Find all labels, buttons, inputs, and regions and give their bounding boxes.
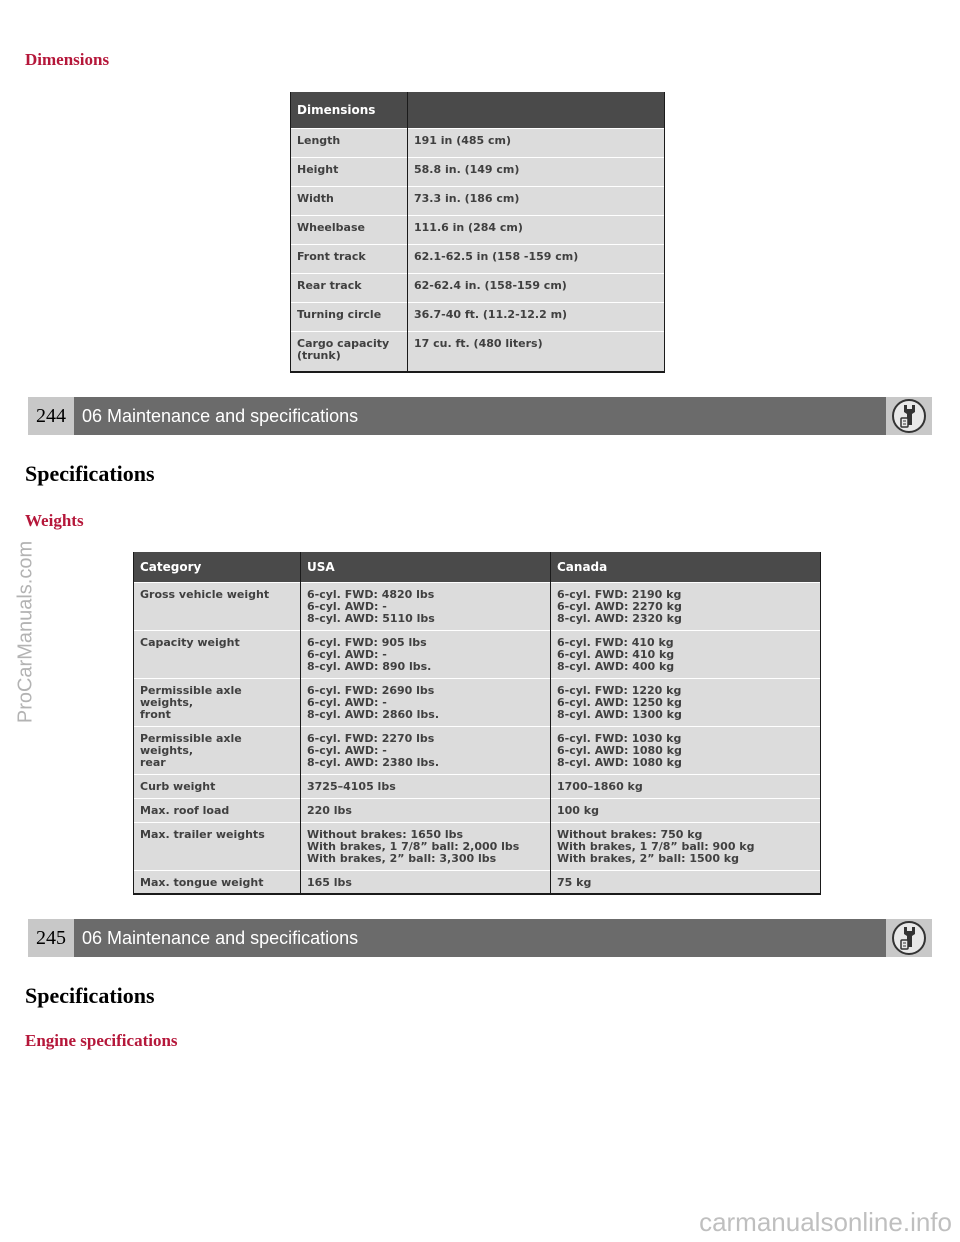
table-row	[291, 244, 665, 273]
weight-category: Curb weight	[134, 774, 301, 798]
weight-usa: 3725–4105 lbs	[301, 774, 551, 798]
weight-canada: 75 kg	[551, 870, 821, 894]
dimension-value: 58.8 in. (149 cm)	[408, 157, 665, 186]
dimension-value: 62-62.4 in. (158-159 cm)	[408, 273, 665, 302]
dimension-value: 191 in (485 cm)	[408, 128, 665, 157]
table-row	[291, 331, 665, 372]
weight-canada: 6-cyl. FWD: 410 kg 6-cyl. AWD: 410 kg 8-cyl. AWD: 400 kg	[551, 630, 821, 678]
watermark-bottom: carmanualsonline.info	[699, 1207, 952, 1237]
table-row	[134, 822, 821, 870]
dimension-value: 111.6 in (284 cm)	[408, 215, 665, 244]
wrench-icon	[886, 397, 932, 435]
weight-usa: 6-cyl. FWD: 2690 lbs 6-cyl. AWD: - 8-cyl. AWD: 2860 lbs.	[301, 678, 551, 726]
chapter-title: 06 Maintenance and specifications	[82, 928, 359, 948]
weight-canada: Without brakes: 750 kg With brakes, 1 7/8” ball: 900 kg With brakes, 2” ball: 1500 kg	[551, 822, 821, 870]
page-header-bar-245	[28, 919, 932, 957]
table-row	[291, 186, 665, 215]
table-row	[134, 774, 821, 798]
dimension-label: Width	[291, 186, 408, 215]
dimension-label: Rear track	[291, 273, 408, 302]
weights-header-category: Category	[134, 552, 301, 582]
weight-usa: 6-cyl. FWD: 905 lbs 6-cyl. AWD: - 8-cyl. AWD: 890 lbs.	[301, 630, 551, 678]
weight-category: Max. tongue weight	[134, 870, 301, 894]
weights-heading: Weights	[25, 511, 84, 530]
table-row	[291, 302, 665, 331]
page-number: 244	[28, 397, 74, 435]
weights-header-usa: USA	[301, 552, 551, 582]
weight-canada: 6-cyl. FWD: 1030 kg 6-cyl. AWD: 1080 kg 8-cyl. AWD: 1080 kg	[551, 726, 821, 774]
dimensions-header-value	[408, 92, 665, 128]
weight-category: Capacity weight	[134, 630, 301, 678]
dimensions-header-label: Dimensions	[291, 92, 408, 128]
page-header-bar-244	[28, 397, 932, 435]
table-row	[291, 273, 665, 302]
weight-canada: 6-cyl. FWD: 2190 kg 6-cyl. AWD: 2270 kg 8-cyl. AWD: 2320 kg	[551, 582, 821, 630]
dimension-label: Length	[291, 128, 408, 157]
weight-category: Max. roof load	[134, 798, 301, 822]
weight-usa: 6-cyl. FWD: 4820 lbs 6-cyl. AWD: - 8-cyl. AWD: 5110 lbs	[301, 582, 551, 630]
weight-canada: 1700–1860 kg	[551, 774, 821, 798]
dimension-value: 62.1-62.5 in (158 -159 cm)	[408, 244, 665, 273]
table-row	[291, 215, 665, 244]
watermark-side-text: ProCarManuals.com	[14, 540, 37, 724]
table-row	[291, 128, 665, 157]
weight-usa: 220 lbs	[301, 798, 551, 822]
table-row	[134, 630, 821, 678]
section-title-specifications: Specifications	[25, 983, 155, 1008]
dimension-value: 73.3 in. (186 cm)	[408, 186, 665, 215]
dimension-label: Front track	[291, 244, 408, 273]
weights-table	[133, 552, 821, 895]
table-row	[134, 678, 821, 726]
dimensions-table	[290, 92, 665, 373]
watermark-side	[0, 512, 52, 752]
dimension-label: Turning circle	[291, 302, 408, 331]
weight-canada: 6-cyl. FWD: 1220 kg 6-cyl. AWD: 1250 kg 8-cyl. AWD: 1300 kg	[551, 678, 821, 726]
weight-category: Permissible axle weights, front	[134, 678, 301, 726]
weight-canada: 100 kg	[551, 798, 821, 822]
weight-usa: Without brakes: 1650 lbs With brakes, 1 7/8” ball: 2,000 lbs With brakes, 2” ball: 3,300 lbs	[301, 822, 551, 870]
weight-category: Gross vehicle weight	[134, 582, 301, 630]
weight-category: Permissible axle weights, rear	[134, 726, 301, 774]
table-row	[134, 870, 821, 894]
section-title-specifications: Specifications	[25, 461, 155, 486]
dimension-label: Height	[291, 157, 408, 186]
dimensions-heading: Dimensions	[25, 50, 110, 69]
wrench-icon	[886, 919, 932, 957]
engine-specifications-heading: Engine specifications	[25, 1031, 178, 1050]
page-number: 245	[28, 919, 74, 957]
table-row	[134, 726, 821, 774]
weights-header-canada: Canada	[551, 552, 821, 582]
dimension-value: 36.7-40 ft. (11.2-12.2 m)	[408, 302, 665, 331]
weight-usa: 165 lbs	[301, 870, 551, 894]
dimension-label: Wheelbase	[291, 215, 408, 244]
dimension-value: 17 cu. ft. (480 liters)	[408, 331, 665, 372]
dimension-label: Cargo capacity (trunk)	[291, 331, 408, 372]
table-row	[134, 798, 821, 822]
chapter-title: 06 Maintenance and specifications	[82, 406, 359, 426]
weight-category: Max. trailer weights	[134, 822, 301, 870]
weight-usa: 6-cyl. FWD: 2270 lbs 6-cyl. AWD: - 8-cyl. AWD: 2380 lbs.	[301, 726, 551, 774]
table-row	[134, 582, 821, 630]
table-row	[291, 157, 665, 186]
